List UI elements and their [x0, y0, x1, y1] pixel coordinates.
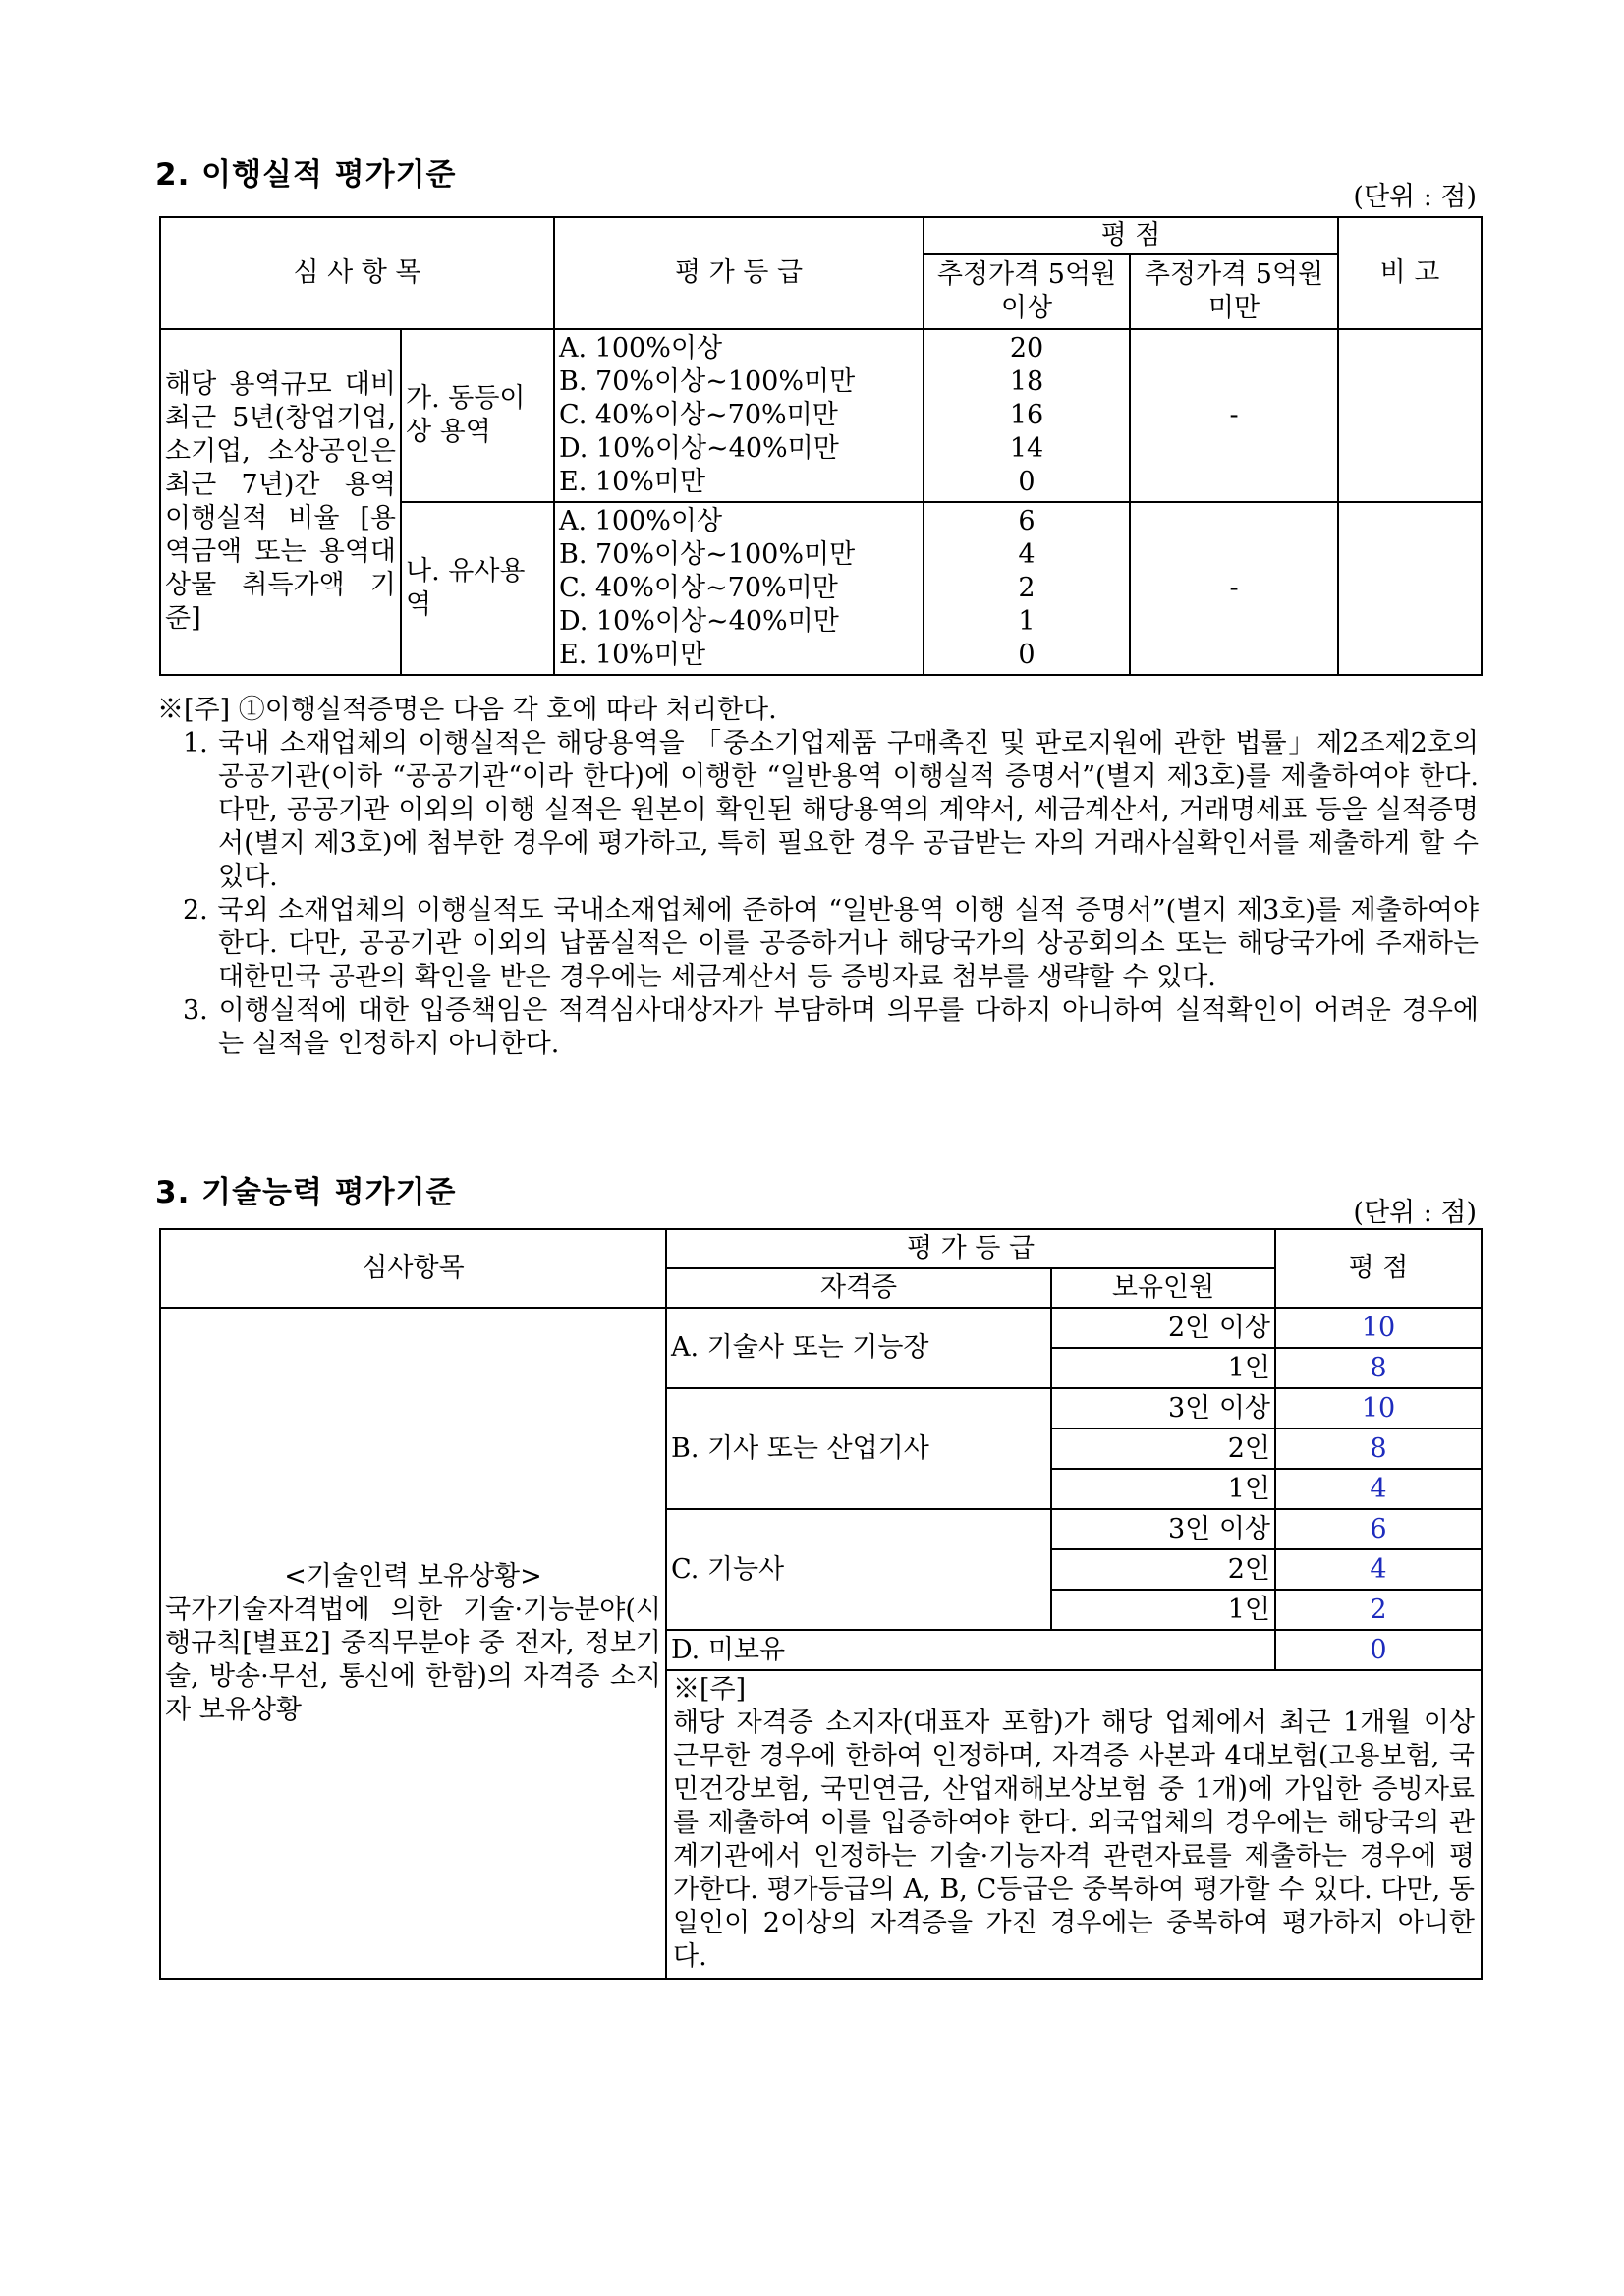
tech-item-title: <기술인력 보유상황> — [284, 1560, 542, 1592]
score-line: 4 — [1018, 539, 1036, 570]
score-line: 0 — [1018, 467, 1036, 497]
grade-line: E. 10%미만 — [559, 640, 706, 670]
grade-line: B. 70%이상~100%미만 — [559, 366, 856, 397]
staff-cell: 2인 — [1051, 1549, 1275, 1590]
tech-note-cell — [666, 1670, 1482, 1979]
tech-item-cell — [160, 1308, 666, 1979]
section2-notes — [157, 694, 1479, 1061]
group-equivalent-under: - — [1130, 329, 1338, 502]
staff-cell: 1인 — [1051, 1590, 1275, 1630]
group-similar-remark — [1338, 502, 1482, 675]
tech-note-head: ※[주] — [673, 1674, 747, 1705]
group-similar-scores — [924, 502, 1130, 675]
grade-line: D. 10%이상~40%미만 — [559, 606, 839, 637]
section3-unit: (단위 : 점) — [1353, 1198, 1477, 1228]
score-cell: 0 — [1275, 1630, 1482, 1670]
score-cell: 10 — [1275, 1308, 1482, 1348]
score-cell: 6 — [1275, 1509, 1482, 1549]
grade-line: C. 40%이상~70%미만 — [559, 400, 838, 430]
header-under-500m: 추정가격 5억원 미만 — [1130, 254, 1338, 329]
score-line: 14 — [1009, 433, 1044, 464]
score-cell: 8 — [1275, 1348, 1482, 1388]
score-line: 1 — [1018, 606, 1036, 637]
grade-line: A. 100%이상 — [559, 506, 723, 536]
score-line: 6 — [1018, 506, 1036, 536]
header-over-500m: 추정가격 5억원 이상 — [924, 254, 1130, 329]
tech-header-staff: 보유인원 — [1051, 1268, 1275, 1308]
section2-unit: (단위 : 점) — [1353, 182, 1477, 212]
grade-line: B. 70%이상~100%미만 — [559, 539, 856, 570]
tech-header-item: 심사항목 — [160, 1229, 666, 1308]
tech-header-grade: 평 가 등 급 — [666, 1229, 1275, 1268]
score-line: 0 — [1018, 640, 1036, 670]
notes-head: ※[주] ①이행실적증명은 다음 각 호에 따라 처리한다. — [157, 695, 777, 725]
group-equivalent-grades — [554, 329, 924, 502]
grade-line: D. 10%이상~40%미만 — [559, 433, 839, 464]
cert-a: A. 기술사 또는 기능장 — [666, 1308, 1051, 1388]
header-remark: 비 고 — [1338, 217, 1482, 329]
group-equivalent-scores — [924, 329, 1130, 502]
staff-cell: 1인 — [1051, 1469, 1275, 1509]
staff-cell: 2인 이상 — [1051, 1308, 1275, 1348]
tech-header-cert: 자격증 — [666, 1268, 1051, 1308]
score-cell: 2 — [1275, 1590, 1482, 1630]
header-score: 평 점 — [924, 217, 1338, 254]
cert-b: B. 기사 또는 산업기사 — [666, 1388, 1051, 1509]
staff-cell: 3인 이상 — [1051, 1388, 1275, 1428]
score-cell: 8 — [1275, 1428, 1482, 1469]
staff-cell: 2인 — [1051, 1428, 1275, 1469]
section2-title: 2. 이행실적 평가기준 — [155, 157, 457, 193]
tech-item-text: 국가기술자격법에 의한 기술·기능분야(시행규칙[별표2] 중직무분야 중 전자, 정보기술, 방송·무선, 통신에 한함)의 자격증 소지자 보유상황 — [165, 1594, 661, 1725]
score-line: 2 — [1018, 573, 1036, 603]
tech-header-score: 평 점 — [1275, 1229, 1482, 1308]
cert-d: D. 미보유 — [666, 1630, 1275, 1670]
performance-item-text: 해당 용역규모 대비 최근 5년(창업기업, 소기업, 소상공인은 최근 7년)간 용역 이행실적 비율 [용역금액 또는 용역대상물 취득가액 기준] — [160, 329, 401, 675]
score-line: 18 — [1009, 366, 1044, 397]
grade-line: A. 100%이상 — [559, 333, 723, 364]
group-equivalent-label: 가. 동등이상 용역 — [401, 329, 554, 502]
score-line: 20 — [1009, 333, 1044, 364]
performance-table — [159, 216, 1483, 676]
cert-c: C. 기능사 — [666, 1509, 1051, 1630]
group-similar-grades — [554, 502, 924, 675]
tech-table — [159, 1228, 1483, 1980]
grade-line: E. 10%미만 — [559, 467, 706, 497]
group-similar-under: - — [1130, 502, 1338, 675]
header-item: 심 사 항 목 — [160, 217, 554, 329]
grade-line: C. 40%이상~70%미만 — [559, 573, 838, 603]
score-cell: 4 — [1275, 1469, 1482, 1509]
note-item: 2. 국외 소재업체의 이행실적도 국내소재업체에 준하여 “일반용역 이행 실적 증명서”(별지 제3호)를 제출하여야 한다. 다만, 공공기관 이외의 납품실적은 이를 공증하거나 해당국가의 상공회의소 또는 해당국가에 주재하는 대한민국 공관의 확인을 받은 경우에는 세금계산서 등 증빙자료 첨부를 생략할 수 있다. — [183, 895, 1479, 992]
group-equivalent-remark — [1338, 329, 1482, 502]
note-item: 3. 이행실적에 대한 입증책임은 적격심사대상자가 부담하며 의무를 다하지 아니하여 실적확인이 어려운 경우에는 실적을 인정하지 아니한다. — [183, 995, 1479, 1059]
header-grade: 평 가 등 급 — [554, 217, 924, 329]
score-line: 16 — [1009, 400, 1044, 430]
group-similar-label: 나. 유사용역 — [401, 502, 554, 675]
tech-note-text: 해당 자격증 소지자(대표자 포함)가 해당 업체에서 최근 1개월 이상 근무한 경우에 한하여 인정하며, 자격증 사본과 4대보험(고용보험, 국민건강보험, 국민연금, 산업재해보상보험 중 1개)에 가입한 증빙자료를 제출하여 이를 입증하여야 한다. 외국업체의 경우에는 해당국의 관계기관에서 인정하는 기술·기능자격 관련자료를 제출하는 경우에 평가한다. 평가등급의 A, B, C등급은 중복하여 평가할 수 있다. 다만, 동일인이 2이상의 자격증을 가진 경우에는 중복하여 평가하지 아니한다. — [673, 1708, 1476, 1972]
staff-cell: 3인 이상 — [1051, 1509, 1275, 1549]
score-cell: 10 — [1275, 1388, 1482, 1428]
score-cell: 4 — [1275, 1549, 1482, 1590]
section3-title: 3. 기술능력 평가기준 — [155, 1175, 457, 1210]
note-item: 1. 국내 소재업체의 이행실적은 해당용역을 「중소기업제품 구매촉진 및 판로지원에 관한 법률」제2조제2호의 공공기관(이하 “공공기관“이라 한다)에 이행한 “일반용역 이행실적 증명서”(별지 제3호)를 제출하여야 한다. 다만, 공공기관 이외의 이행 실적은 원본이 확인된 해당용역의 계약서, 세금계산서, 거래명세표 등을 실적증명서(별지 제3호)에 첨부한 경우에 평가하고, 특히 필요한 경우 공급받는 자의 거래사실확인서를 제출하게 할 수 있다. — [183, 728, 1479, 892]
staff-cell: 1인 — [1051, 1348, 1275, 1388]
